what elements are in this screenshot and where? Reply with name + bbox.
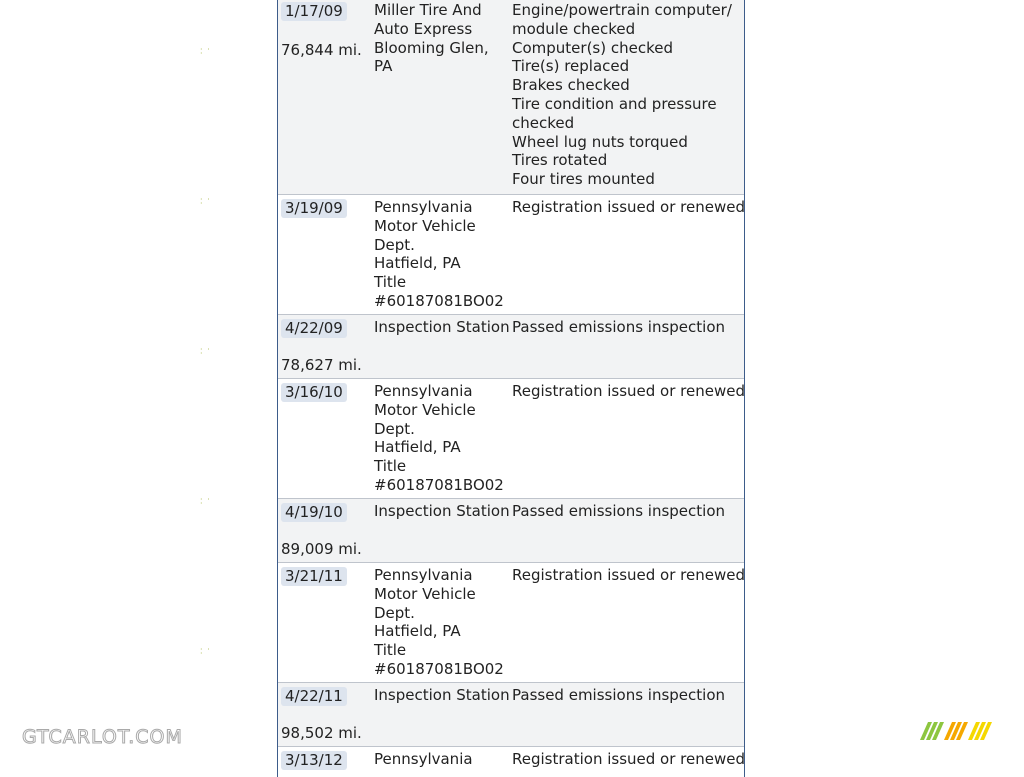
- record-mileage: 98,502 mi.: [281, 724, 362, 742]
- record-date-cell: [278, 379, 370, 498]
- source-line: Inspection Station: [374, 502, 510, 520]
- record-date: 4/19/10: [281, 503, 347, 522]
- source-line: Hatfield, PA: [374, 254, 461, 273]
- detail-line: Registration issued or renewed: [512, 198, 745, 216]
- source-line: Inspection Station: [374, 686, 510, 704]
- record-details: [508, 0, 744, 194]
- source-line: Inspection Station: [374, 318, 510, 336]
- record-date: 1/17/09: [281, 2, 347, 21]
- record-source: [370, 379, 508, 498]
- detail-line: Passed emissions inspection: [512, 318, 726, 336]
- history-record: [278, 499, 744, 563]
- detail-line: Tires rotated: [512, 151, 608, 170]
- record-date-cell: [278, 0, 370, 194]
- record-date: 3/21/11: [281, 567, 347, 586]
- record-mileage: 89,009 mi.: [281, 540, 362, 558]
- detail-line: Passed emissions inspection: [512, 686, 726, 704]
- record-details: [508, 315, 744, 378]
- marker-dot: · · ·: [200, 645, 211, 658]
- source-line: Pennsylvania: [374, 198, 473, 216]
- record-date-cell: [278, 195, 370, 314]
- detail-line: module checked: [512, 19, 636, 38]
- source-line: Hatfield, PA: [374, 438, 461, 457]
- record-date: 4/22/11: [281, 687, 347, 706]
- detail-line: Tire condition and pressure: [512, 94, 717, 113]
- source-line: Pennsylvania: [374, 566, 473, 584]
- history-record: [278, 683, 744, 747]
- source-line: Pennsylvania: [374, 382, 473, 400]
- record-date-cell: [278, 683, 370, 746]
- record-date: 3/16/10: [281, 383, 347, 402]
- detail-line: Registration issued or renewed: [512, 750, 745, 768]
- record-date-cell: [278, 563, 370, 682]
- detail-line: Computer(s) checked: [512, 38, 673, 57]
- source-line: Dept.: [374, 603, 415, 622]
- source-line: Pennsylvania: [374, 750, 473, 768]
- source-line: #60187081BO02: [374, 291, 504, 310]
- history-record: [278, 379, 744, 499]
- history-record: [278, 563, 744, 683]
- detail-line: Passed emissions inspection: [512, 502, 726, 520]
- history-record: [278, 315, 744, 379]
- source-line: Motor Vehicle: [374, 216, 476, 235]
- record-source: [370, 683, 508, 746]
- record-date: 4/22/09: [281, 319, 347, 338]
- source-line: Hatfield, PA: [374, 622, 461, 641]
- record-details: [508, 747, 745, 777]
- record-date-cell: [278, 747, 370, 777]
- vehicle-history-table: [277, 0, 745, 777]
- source-line: #60187081BO02: [374, 659, 504, 678]
- source-line: Dept.: [374, 419, 415, 438]
- record-source: [370, 195, 508, 314]
- record-date: 3/19/09: [281, 199, 347, 218]
- source-line: Title: [374, 641, 407, 660]
- record-mileage: 76,844 mi.: [281, 41, 362, 59]
- source-line: Dept.: [374, 235, 415, 254]
- detail-line: Engine/powertrain computer/: [512, 1, 732, 19]
- gtcarlot-stripes-logo-icon: [918, 720, 998, 742]
- marker-dot: · · ·: [200, 45, 211, 58]
- source-line: Title: [374, 273, 407, 292]
- record-details: [508, 379, 745, 498]
- record-source: [370, 747, 508, 777]
- record-source: [370, 315, 508, 378]
- detail-line: checked: [512, 113, 575, 132]
- marker-dot: · · ·: [200, 345, 211, 358]
- detail-line: Registration issued or renewed: [512, 382, 745, 400]
- detail-line: Four tires mounted: [512, 170, 655, 189]
- source-line: Miller Tire And: [374, 1, 482, 19]
- source-line: Title: [374, 457, 407, 476]
- source-line: #60187081BO02: [374, 475, 504, 494]
- detail-line: Brakes checked: [512, 76, 630, 95]
- record-source: [370, 0, 508, 194]
- marker-dot: · · ·: [200, 195, 211, 208]
- detail-line: Wheel lug nuts torqued: [512, 132, 688, 151]
- record-details: [508, 683, 744, 746]
- marker-dot: · · ·: [200, 495, 211, 508]
- record-mileage: 78,627 mi.: [281, 356, 362, 374]
- record-details: [508, 563, 745, 682]
- history-record: [278, 747, 744, 777]
- record-details: [508, 195, 745, 314]
- record-date-cell: [278, 315, 370, 378]
- record-source: [370, 499, 508, 562]
- record-source: [370, 563, 508, 682]
- history-record: [278, 195, 744, 315]
- record-date: 3/13/12: [281, 751, 347, 770]
- record-details: [508, 499, 744, 562]
- source-line: Motor Vehicle: [374, 400, 476, 419]
- source-line: Auto Express: [374, 19, 473, 38]
- source-line: Motor Vehicle: [374, 584, 476, 603]
- detail-line: Tire(s) replaced: [512, 57, 630, 76]
- detail-line: Registration issued or renewed: [512, 566, 745, 584]
- history-record: [278, 0, 744, 195]
- record-date-cell: [278, 499, 370, 562]
- source-line: Blooming Glen,: [374, 38, 489, 57]
- source-line: PA: [374, 57, 393, 76]
- gtcarlot-watermark: GTCARLOT.COM: [22, 726, 183, 748]
